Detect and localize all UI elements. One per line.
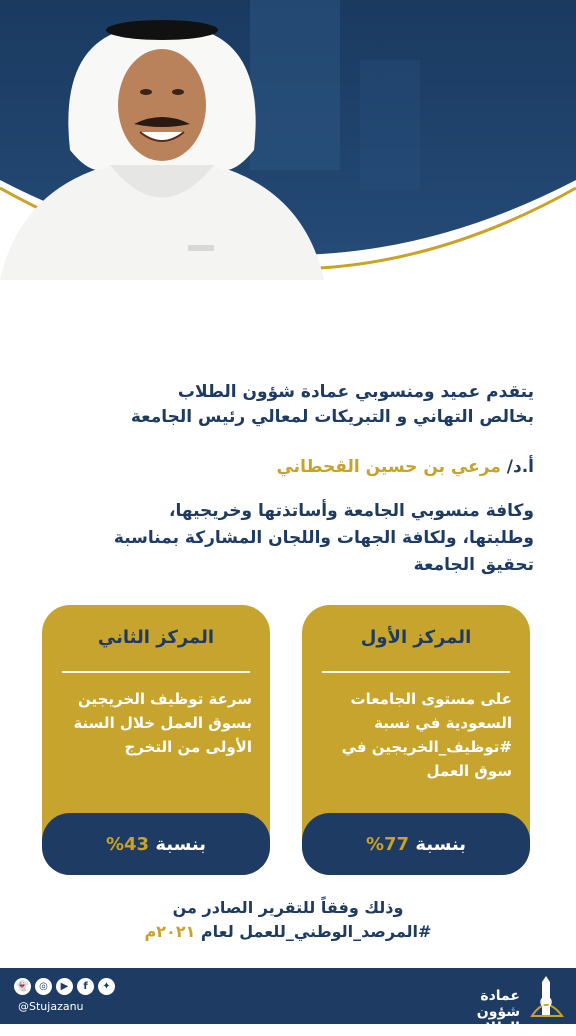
stat-value: 43% [105, 833, 150, 855]
body-text [34, 498, 534, 579]
twitter-icon[interactable]: ✦ [98, 978, 115, 995]
hero-banner [0, 0, 576, 330]
stat-label: بنسبة [155, 833, 207, 855]
source-year: ٢٠٢١م [144, 922, 196, 941]
first-place-card [302, 605, 530, 875]
source-line-2 [0, 920, 576, 944]
president-full-name: مرعي بن حسين القحطاني [276, 457, 501, 477]
social-links [14, 978, 115, 995]
body-line-2: وطلبتها، ولكافة الجهات واللجان المشاركة بمناسبة [113, 528, 534, 548]
social-handle[interactable]: @Stujazanu [18, 1000, 84, 1013]
president-title-prefix: أ.د/ [506, 457, 534, 477]
intro-line-2: بخالص التهاني و التبريكات لمعالي رئيس الجامعة [130, 407, 534, 427]
body-line-3: تحقيق الجامعة [413, 555, 534, 575]
president-name [34, 454, 534, 480]
body-line-1: وكافة منسوبي الجامعة وأساتذتها وخريجيها، [169, 501, 534, 521]
card-divider [322, 671, 510, 673]
source-line-1: وذلك وفقاً للتقرير الصادر من [172, 898, 404, 917]
youtube-icon[interactable]: ▶ [56, 978, 73, 995]
card-title: المركز الثاني [97, 627, 215, 648]
card-stat [366, 834, 466, 855]
university-logo [442, 972, 568, 1036]
portrait-image [0, 0, 324, 280]
card-divider [62, 671, 250, 673]
instagram-icon[interactable]: ◎ [35, 978, 52, 995]
snapchat-icon[interactable]: 👻 [14, 978, 31, 995]
intro-text [34, 380, 534, 430]
stat-label: بنسبة [415, 833, 467, 855]
card-stat-bar [302, 813, 530, 875]
logo-text: عمادة شؤون الطلاب [471, 988, 520, 1036]
footer-bar [0, 968, 576, 1036]
source-hashtag: #المرصد_الوطني_للعمل لعام [200, 922, 432, 941]
card-stat-bar [42, 813, 270, 875]
facebook-icon[interactable]: f [77, 978, 94, 995]
second-place-card [42, 605, 270, 875]
card-description: على مستوى الجامعات السعودية في نسبة #توظيف_الخريجين في سوق العمل [341, 690, 512, 780]
stat-value: 77% [365, 833, 410, 855]
card-title: المركز الأول [360, 627, 472, 648]
card-stat [106, 834, 206, 855]
source-note [0, 896, 576, 944]
card-description: سرعة توظيف الخريجين بسوق العمل خلال السنة الأولى من التخرج [73, 690, 252, 756]
intro-line-1: يتقدم عميد ومنسوبي عمادة شؤون الطلاب [177, 382, 534, 402]
